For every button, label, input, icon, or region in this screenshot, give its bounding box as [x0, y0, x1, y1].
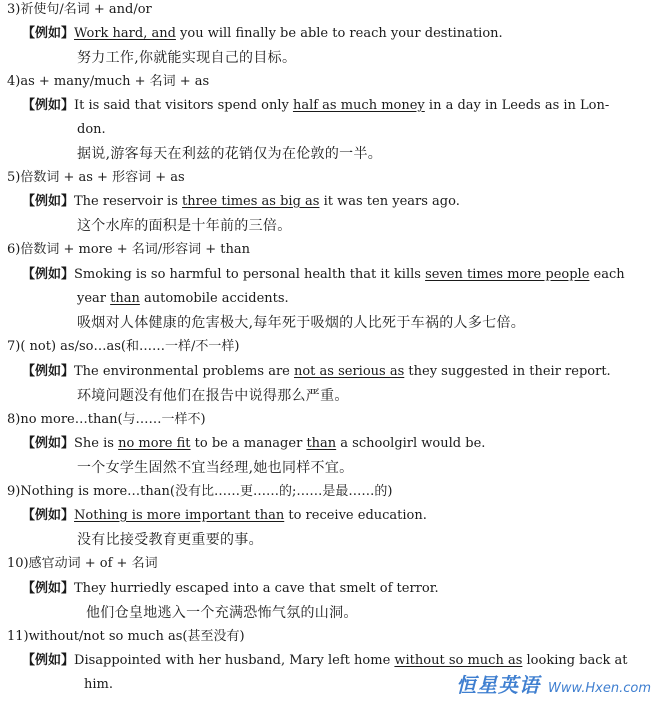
- watermark-url: Www.Hxen.com: [547, 681, 651, 696]
- example-text: The environmental problems are: [74, 364, 294, 379]
- example-text: automobile accidents.: [139, 291, 289, 306]
- underlined-phrase: Nothing is more important than: [74, 508, 285, 523]
- rule-heading-5: 5)倍数词 + as + 形容词 + as: [7, 170, 185, 185]
- example-zh-3: 努力工作,你就能实现自己的目标。: [77, 50, 297, 66]
- example-tag: 【例如】: [22, 581, 75, 596]
- example-zh-4: 据说,游客每天在利兹的花销仅为在伦敦的一半。: [77, 146, 383, 162]
- example-text: It is said that visitors spend only: [74, 98, 293, 113]
- example-en-11: [22, 652, 659, 670]
- rule-heading-8: 8)no more…than(与……一样不): [7, 412, 206, 427]
- example-en-11-cont: him.: [84, 677, 113, 692]
- example-en-6-cont: [77, 290, 659, 308]
- example-text: to be a manager: [190, 436, 307, 451]
- example-en-3: [22, 25, 659, 43]
- example-text: year: [77, 291, 111, 306]
- example-en-5: [22, 193, 659, 211]
- example-text: you will finally be able to reach your destination.: [175, 26, 503, 41]
- example-zh-5: 这个水库的面积是十年前的三倍。: [77, 218, 292, 234]
- example-tag: 【例如】: [22, 653, 75, 668]
- example-zh-6: 吸烟对人体健康的危害极大,每年死于吸烟的人比死于车祸的人多七倍。: [77, 315, 526, 331]
- example-en-4: [22, 97, 659, 115]
- example-text: each: [589, 267, 625, 282]
- watermark-brand: 恒星英语: [455, 673, 540, 697]
- underlined-phrase: not as serious as: [293, 364, 405, 379]
- underlined-phrase: than: [110, 291, 140, 306]
- rule-heading-11: 11)without/not so much as(甚至没有): [7, 629, 245, 644]
- example-tag: 【例如】: [22, 194, 75, 209]
- underlined-phrase: half as much money: [292, 98, 425, 113]
- example-text: Disappointed with her husband, Mary left home: [74, 653, 395, 668]
- example-tag: 【例如】: [22, 26, 75, 41]
- example-en-6: [22, 266, 659, 284]
- underlined-phrase: Work hard, and: [74, 26, 176, 41]
- underlined-phrase: no more fit: [118, 436, 191, 451]
- underlined-phrase: without so much as: [394, 653, 523, 668]
- rule-heading-4: 4)as + many/much + 名词 + as: [7, 74, 210, 89]
- site-watermark: [456, 669, 651, 698]
- example-tag: 【例如】: [22, 364, 75, 379]
- rule-heading-7: 7)( not) as/so…as(和……一样/不一样): [7, 339, 240, 354]
- example-en-8: [22, 435, 659, 453]
- example-text: Smoking is so harmful to personal health that it kills: [74, 267, 426, 282]
- rule-heading-6: 6)倍数词 + more + 名词/形容词 + than: [7, 242, 250, 257]
- underlined-phrase: seven times more people: [425, 267, 590, 282]
- example-tag: 【例如】: [22, 98, 75, 113]
- example-tag: 【例如】: [22, 267, 75, 282]
- example-en-9: [22, 507, 659, 525]
- example-text: in a day in Leeds as in Lon-: [424, 98, 610, 113]
- rule-heading-3: 3)祈使句/名词 + and/or: [7, 2, 152, 17]
- rule-heading-9: 9)Nothing is more…than(没有比……更……的;……是最……的): [7, 484, 393, 499]
- example-zh-9: 没有比接受教育更重要的事。: [77, 532, 263, 548]
- example-zh-10: 他们仓皇地逃入一个充满恐怖气氛的山洞。: [86, 605, 358, 621]
- example-en-4-cont: don.: [77, 122, 106, 137]
- example-en-10: [22, 580, 659, 598]
- example-tag: 【例如】: [22, 508, 75, 523]
- example-text: a schoolgirl would be.: [336, 436, 486, 451]
- example-text: to receive education.: [284, 508, 427, 523]
- example-text: looking back at: [522, 653, 628, 668]
- example-text: it was ten years ago.: [319, 194, 460, 209]
- example-tag: 【例如】: [22, 436, 75, 451]
- underlined-phrase: than: [306, 436, 337, 451]
- underlined-phrase: three times as big as: [182, 194, 320, 209]
- example-text: They hurriedly escaped into a cave that smelt of terror.: [74, 581, 439, 596]
- rule-heading-10: 10)感官动词 + of + 名词: [7, 556, 158, 571]
- example-text: She is: [74, 436, 119, 451]
- example-text: The reservoir is: [74, 194, 183, 209]
- example-zh-8: 一个女学生固然不宜当经理,她也同样不宜。: [77, 460, 354, 476]
- example-en-7: [22, 363, 659, 381]
- example-text: they suggested in their report.: [404, 364, 611, 379]
- example-zh-7: 环境问题没有他们在报告中说得那么严重。: [77, 388, 349, 404]
